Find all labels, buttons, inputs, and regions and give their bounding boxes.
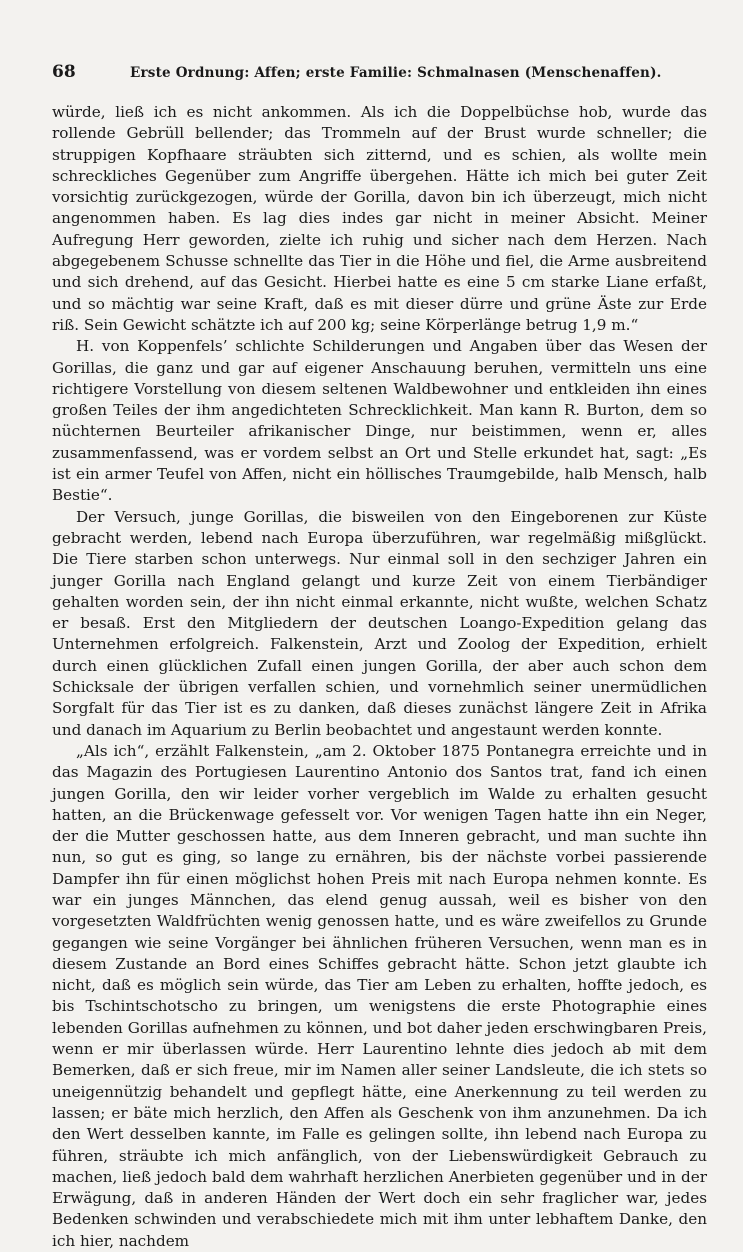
running-head-title: Erste Ordnung: Affen; erste Familie: Schmalnasen (Menschenaffen). bbox=[130, 65, 662, 81]
paragraph: H. von Koppenfels’ schlichte Schilderungen und Angaben über das Wesen der Gorillas, die ganz und gar auf eigener Anschauung beruhen, vermitteln uns eine richtigere Vorstellung von diesem seltenen Waldbewohner und entkleiden ihn eines großen Teiles der ihm angedichteten Schrecklichkeit. Man kann R. Burton, dem so nüchternen Beurteiler afrikanischer Dinge, nur beistimmen, wenn er, alles zusammenfassend, was er vordem selbst an Ort und Stelle erkundet hat, sagt: „Es ist ein armer Teufel von Affen, nicht ein höllisches Traumgebilde, halb Mensch, halb Bestie“. bbox=[52, 337, 707, 505]
page-number: 68 bbox=[52, 62, 76, 82]
paragraph: würde, ließ ich es nicht ankommen. Als ich die Doppelbüchse hob, wurde das rollende Gebrüll bellender; das Trommeln auf der Brust wurde schneller; die struppigen Kopfhaare sträubten sich zitternd, und es schien, als wollte mein schreckliches Gegenüber zum Angriffe übergehen. Hätte ich mich bei guter Zeit vorsichtig zurückgezogen, würde der Gorilla, davon bin ich überzeugt, mich nicht angenommen haben. Es lag dies indes gar nicht in meiner Absicht. Meiner Aufregung Herr geworden, zielte ich ruhig und sicher nach dem Herzen. Nach abgegebenem Schusse schnellte das Tier in die Höhe und fiel, die Arme ausbreitend und sich drehend, auf das Gesicht. Hierbei hatte es eine 5 cm starke Liane erfaßt, und so mächtig war seine Kraft, daß es mit dieser dürre und grüne Äste zur Erde riß. Sein Gewicht schätzte ich auf 200 kg; seine Körperlänge betrug 1,9 m.“ bbox=[52, 103, 707, 334]
paragraph: Der Versuch, junge Gorillas, die bisweilen von den Eingeborenen zur Küste gebracht werden, lebend nach Europa überzuführen, war regelmäßig mißglückt. Die Tiere starben schon unterwegs. Nur einmal soll in den sechziger Jahren ein junger Gorilla nach England gelangt und kurze Zeit von einem Tierbändiger gehalten worden sein, der ihn nicht einmal erkannte, nicht wußte, welchen Schatz er besaß. Erst den Mitgliedern der deutschen Loango-Expedition gelang das Unternehmen erfolgreich. Falkenstein, Arzt und Zoolog der Expedition, erhielt durch einen glücklichen Zufall einen jungen Gorilla, der aber auch schon dem Schicksale der übrigen verfallen schien, und vornehmlich seiner unermüdlichen Sorgfalt für das Tier ist es zu danken, daß dieses zunächst längere Zeit in Afrika und danach im Aquarium zu Berlin beobachtet und angestaunt werden konnte. bbox=[52, 507, 707, 739]
running-head bbox=[52, 62, 707, 88]
page-body bbox=[52, 102, 707, 1252]
paragraph: „Als ich“, erzählt Falkenstein, „am 2. Oktober 1875 Pontanegra erreichte und in das Magazin des Portugiesen Laurentino Antonio dos Santos trat, fand ich einen jungen Gorilla, den wir leider vorher vergeblich im Walde zu erhalten gesucht hatten, an die Brückenwage gefesselt vor. Vor wenigen Tagen hatte ihn ein Neger, der die Mutter geschossen hatte, aus dem Inneren gebracht, und man suchte ihn nun, so gut es ging, so lange zu ernähren, bis der nächste vorbei passierende Dampfer ihn für einen möglichst hohen Preis mit nach Europa nehmen konnte. Es war ein junges Männchen, das elend genug aussah, weil es bisher von den vorgesetzten Waldfrüchten wenig genossen hatte, und es wäre zweifellos zu Grunde gegangen wie seine Vorgänger bei ähnlichen früheren Versuchen, wenn man es in diesem Zustande an Bord eines Schiffes gebracht hätte. Schon jetzt glaubte ich nicht, daß es möglich sein würde, das Tier am Leben zu erhalten, hoffte jedoch, es bis Tschintschotscho zu bringen, um wenigstens die erste Photographie eines lebenden Gorillas aufnehmen zu können, und bot daher jeden erschwingbaren Preis, wenn er mir überlassen würde. Herr Laurentino lehnte dies jedoch ab mit dem Bemerken, daß er sich freue, mir im Namen aller seiner Landsleute, die ich stets so uneigennützig behandelt und gepflegt hätte, eine Anerkennung zu teil werden zu lassen; er bäte mich herzlich, den Affen als Geschenk von ihm anzunehmen. Da ich den Wert desselben kannte, im Falle es gelingen sollte, ihn lebend nach Europa zu führen, sträubte ich mich anfänglich, von der Liebenswürdigkeit Gebrauch zu machen, ließ jedoch bald dem wahrhaft herzlichen Anerbieten gegenüber und in der Erwägung, daß in anderen Händen der Wert doch ein sehr fraglicher war, jedes Bedenken schwinden und verabschiedete mich mit ihm unter lebhaftem Danke, den ich hier, nachdem bbox=[52, 741, 707, 1250]
